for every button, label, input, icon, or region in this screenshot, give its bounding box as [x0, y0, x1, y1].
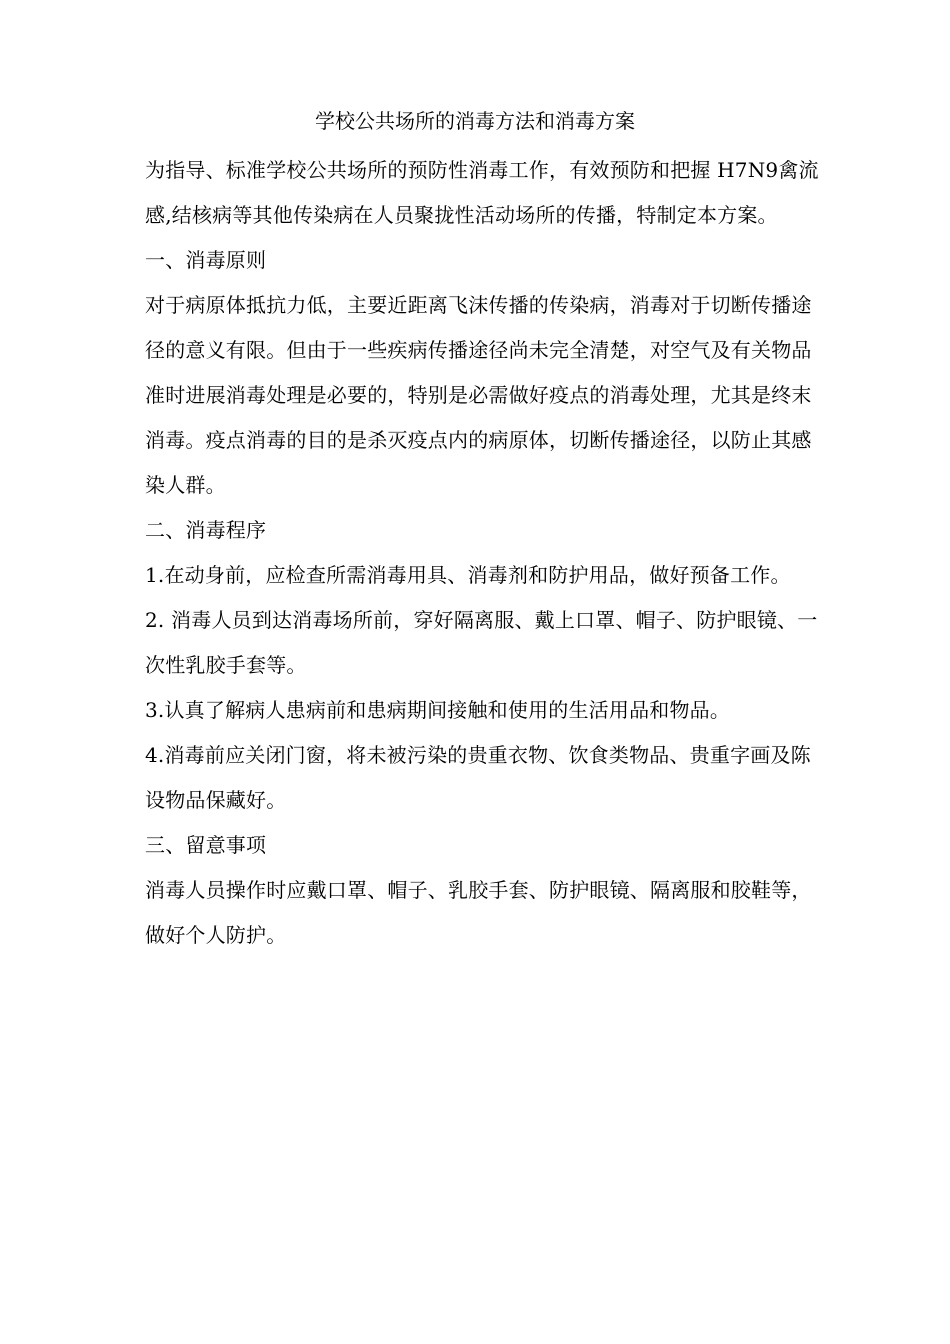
notes-paragraph: 消毒人员操作时应戴口罩、帽子、乳胶手套、防护眼镜、隔离服和胶鞋等，做好个人防护。	[145, 878, 812, 947]
procedure-step-2: 2. 消毒人员到达消毒场所前，穿好隔离服、戴上口罩、帽子、防护眼镜、一次性乳胶手套等。	[145, 608, 818, 677]
section-heading-procedure: 二、消毒程序	[145, 518, 267, 542]
principles-paragraph: 对于病原体抵抗力低，主要近距离飞沫传播的传染病，消毒对于切断传播途径的意义有限。但由于一些疾病传播途径尚未完全清楚，对空气及有关物品准时进展消毒处理是必要的，特别是必需做好疫点的消毒处理，尤其是终末消毒。疫点消毒的目的是杀灭疫点内的病原体，切断传播途径，以防止其感染人群。	[145, 293, 812, 497]
section-heading-principles: 一、消毒原则	[145, 248, 267, 272]
document-title: 学校公共场所的消毒方法和消毒方案	[315, 109, 635, 133]
section-heading-notes: 三、留意事项	[145, 833, 267, 857]
document-body	[145, 148, 825, 958]
intro-paragraph: 为指导、标准学校公共场所的预防性消毒工作，有效预防和把握 H7N9禽流感,结核病等其他传染病在人员聚拢性活动场所的传播，特制定本方案。	[145, 158, 819, 227]
procedure-step-1: 1.在动身前，应检查所需消毒用具、消毒剂和防护用品，做好预备工作。	[145, 563, 791, 587]
procedure-step-3: 3.认真了解病人患病前和患病期间接触和使用的生活用品和物品。	[145, 698, 731, 722]
procedure-step-4: 4.消毒前应关闭门窗，将未被污染的贵重衣物、饮食类物品、贵重字画及陈设物品保藏好。	[145, 743, 811, 812]
